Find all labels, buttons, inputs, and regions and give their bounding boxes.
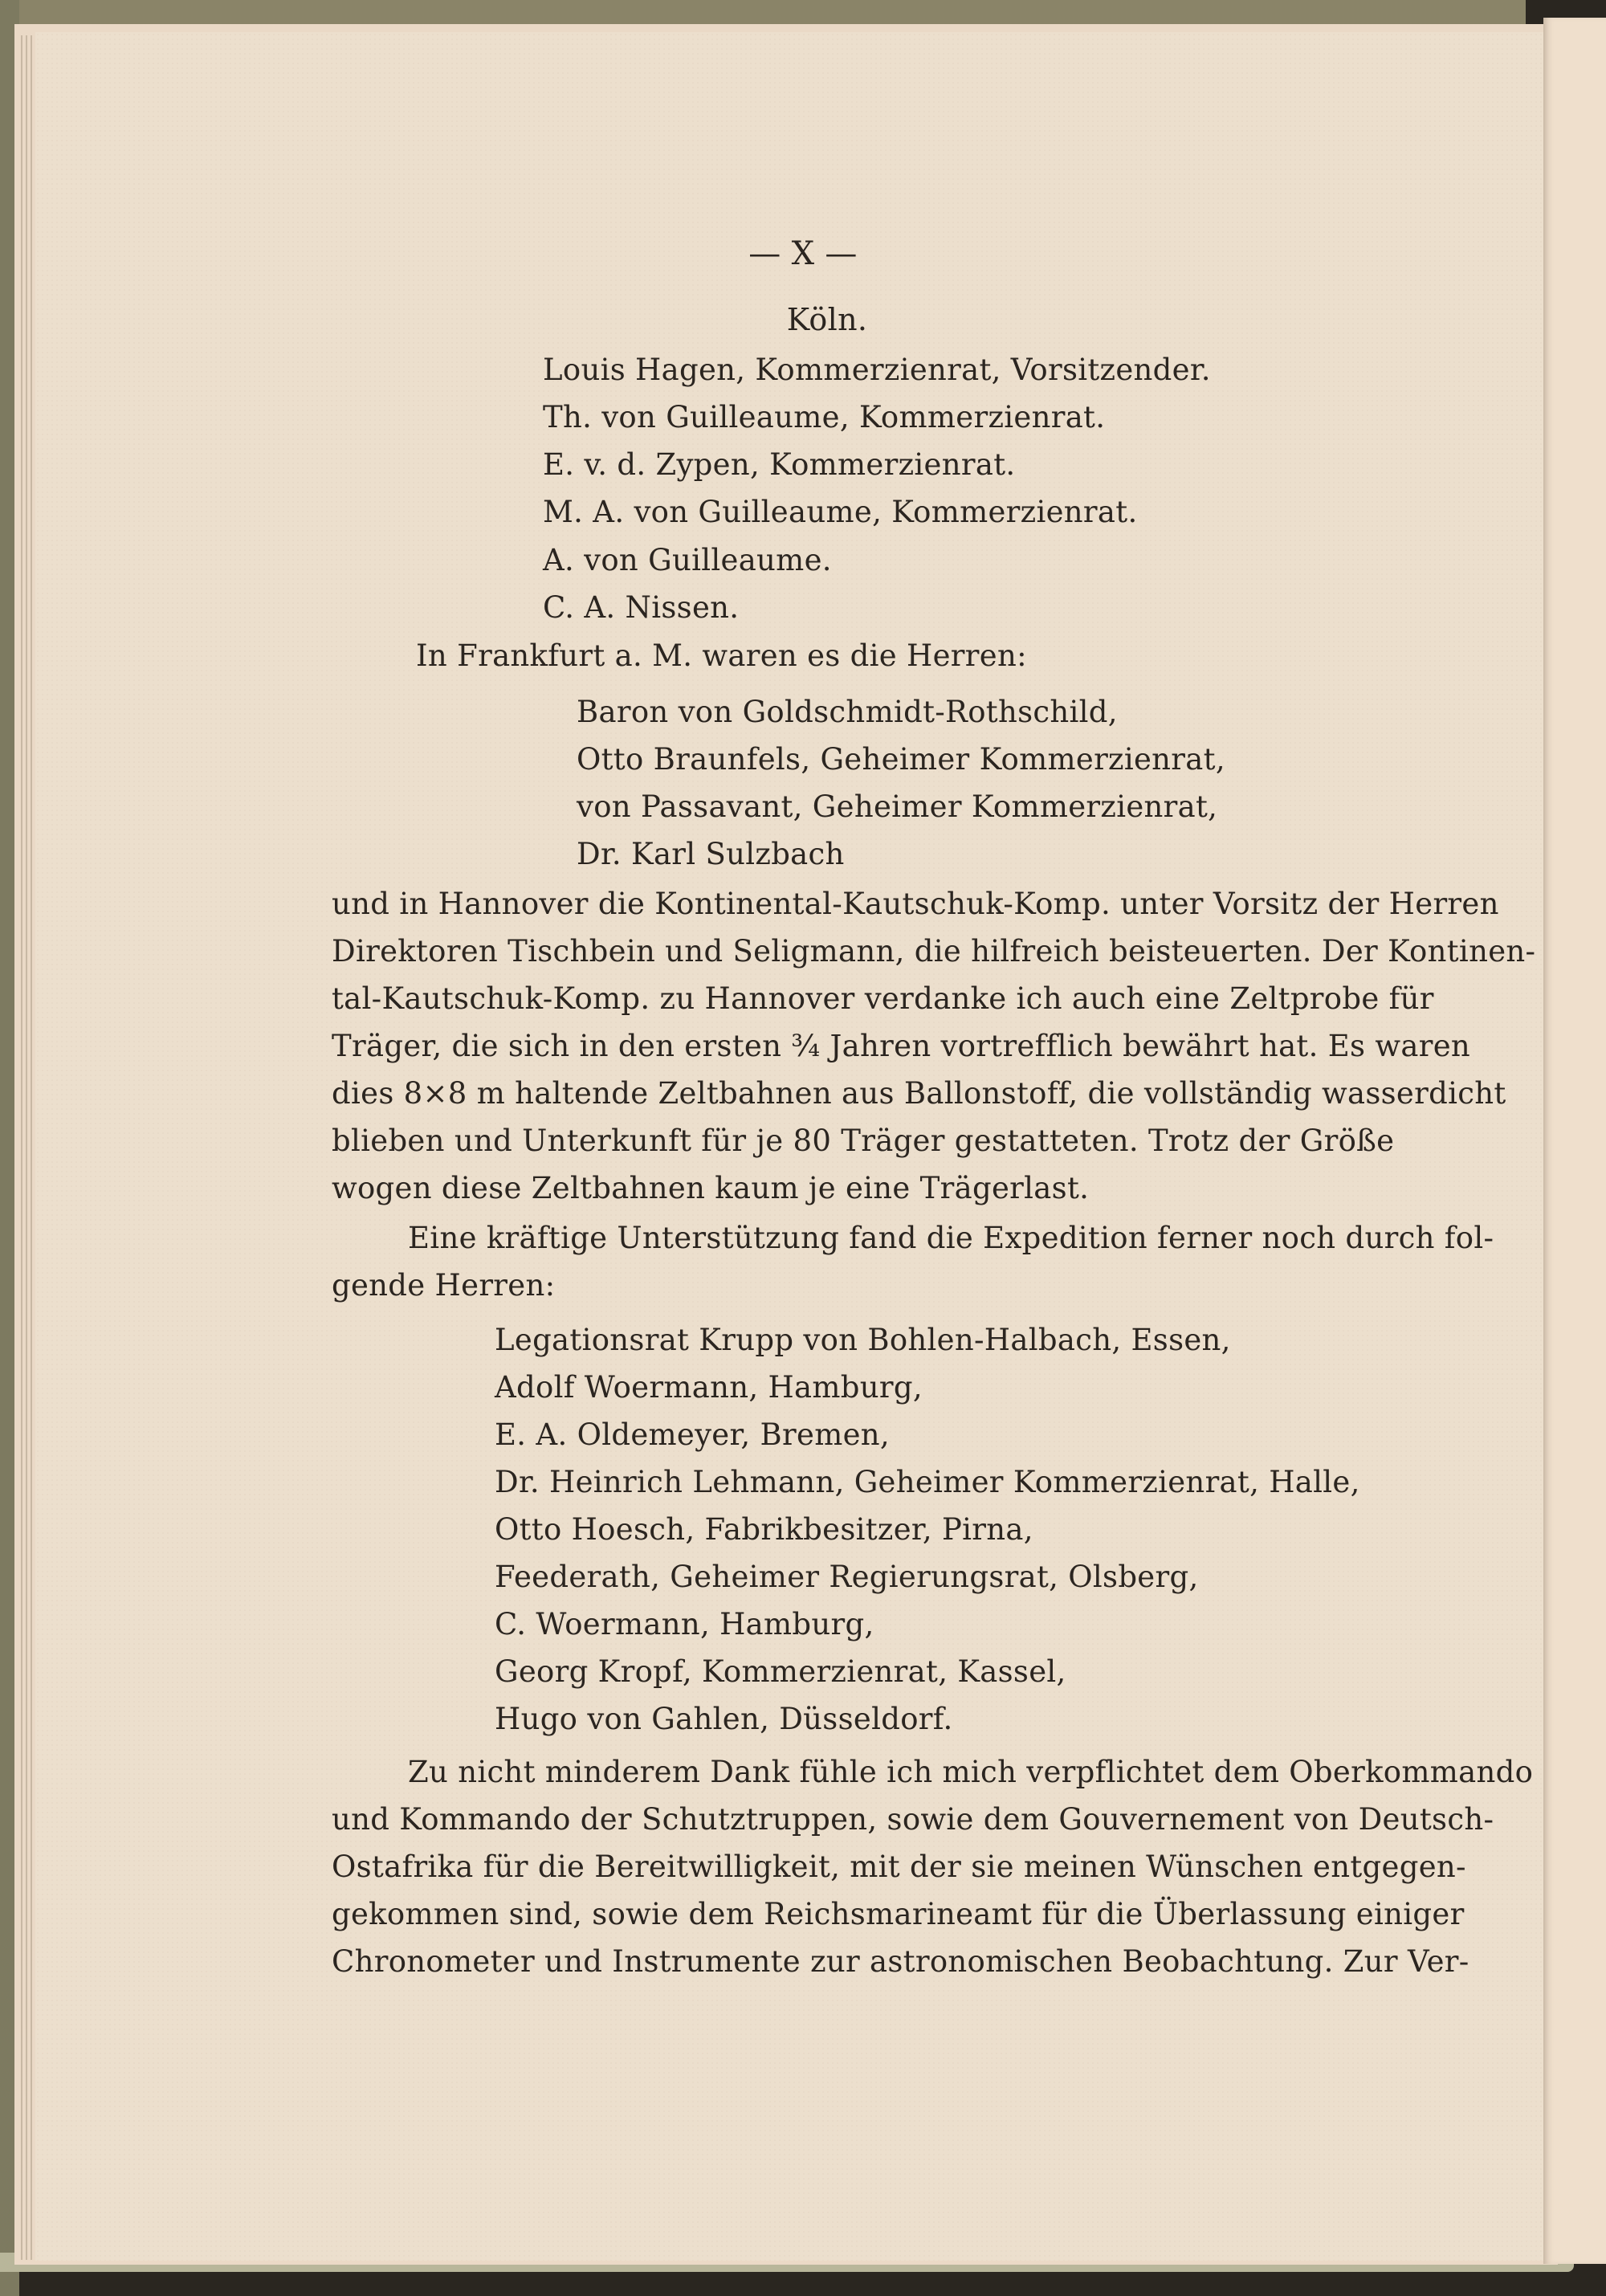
frankfurt-member: Baron von Goldschmidt-Rothschild, — [577, 695, 1118, 729]
paragraph-line: Träger, die sich in den ersten ¾ Jahren vortrefflich bewährt hat. Es waren — [332, 1029, 1471, 1063]
paragraph-line: Zu nicht minderem Dank fühle ich mich verpflichtet dem Oberkommando — [408, 1755, 1534, 1789]
koeln-member: M. A. von Guilleaume, Kommerzienrat. — [543, 495, 1138, 529]
section-heading-koeln: Köln. — [786, 302, 868, 337]
frankfurt-member: Otto Braunfels, Geheimer Kommerzienrat, — [577, 742, 1225, 777]
adjacent-page-edge — [1543, 18, 1606, 2264]
paragraph-line: gekommen sind, sowie dem Reichsmarineamt für die Überlassung einiger — [332, 1897, 1465, 1931]
paragraph-line: Eine kräftige Unterstützung fand die Expedition ferner noch durch fol- — [408, 1221, 1494, 1255]
supporter-entry: Georg Kropf, Kommerzienrat, Kassel, — [495, 1654, 1066, 1689]
paragraph-line: Ostafrika für die Bereitwilligkeit, mit der sie meinen Wünschen entgegen- — [332, 1849, 1466, 1884]
koeln-member: Th. von Guilleaume, Kommerzienrat. — [543, 400, 1106, 434]
paragraph-line: blieben und Unterkunft für je 80 Träger gestatteten. Trotz der Größe — [332, 1124, 1395, 1158]
paragraph-line: Chronometer und Instrumente zur astronomischen Beobachtung. Zur Ver- — [332, 1944, 1469, 1979]
book-cover-top — [0, 0, 1526, 27]
page-edge — [21, 35, 22, 2260]
frankfurt-member: Dr. Karl Sulzbach — [577, 837, 845, 871]
supporter-entry: C. Woermann, Hamburg, — [495, 1607, 874, 1641]
frankfurt-intro: In Frankfurt a. M. waren es die Herren: — [416, 638, 1027, 673]
supporter-entry: Dr. Heinrich Lehmann, Geheimer Kommerzienrat, Halle, — [495, 1465, 1360, 1499]
supporter-entry: E. A. Oldemeyer, Bremen, — [495, 1417, 890, 1452]
paragraph-line: gende Herren: — [332, 1268, 556, 1303]
page-edge — [26, 35, 27, 2260]
koeln-member: E. v. d. Zypen, Kommerzienrat. — [543, 447, 1016, 482]
koeln-member: Louis Hagen, Kommerzienrat, Vorsitzender. — [543, 353, 1211, 387]
supporter-entry: Hugo von Gahlen, Düsseldorf. — [495, 1702, 953, 1736]
paragraph-line: und Kommando der Schutztruppen, sowie dem Gouvernement von Deutsch- — [332, 1802, 1494, 1837]
supporter-entry: Feederath, Geheimer Regierungsrat, Olsberg, — [495, 1560, 1199, 1594]
supporter-entry: Legationsrat Krupp von Bohlen-Halbach, Essen, — [495, 1323, 1231, 1357]
paragraph-line: dies 8×8 m haltende Zeltbahnen aus Ballonstoff, die vollständig wasserdicht — [332, 1076, 1506, 1111]
paragraph-line: Direktoren Tischbein und Seligmann, die hilfreich beisteuerten. Der Kontinen- — [332, 934, 1536, 969]
paragraph-line: tal-Kautschuk-Komp. zu Hannover verdanke ich auch eine Zeltprobe für — [332, 981, 1434, 1016]
paragraph-line: und in Hannover die Kontinental-Kautschuk-Komp. unter Vorsitz der Herren — [332, 887, 1499, 921]
paragraph-line: wogen diese Zeltbahnen kaum je eine Trägerlast. — [332, 1171, 1090, 1205]
supporter-entry: Adolf Woermann, Hamburg, — [495, 1370, 923, 1405]
supporter-entry: Otto Hoesch, Fabrikbesitzer, Pirna, — [495, 1512, 1033, 1547]
koeln-member: C. A. Nissen. — [543, 590, 740, 625]
frankfurt-member: von Passavant, Geheimer Kommerzienrat, — [577, 789, 1218, 824]
page-edge — [31, 35, 32, 2260]
koeln-member: A. von Guilleaume. — [543, 543, 832, 577]
page-number: — X — — [748, 235, 858, 272]
